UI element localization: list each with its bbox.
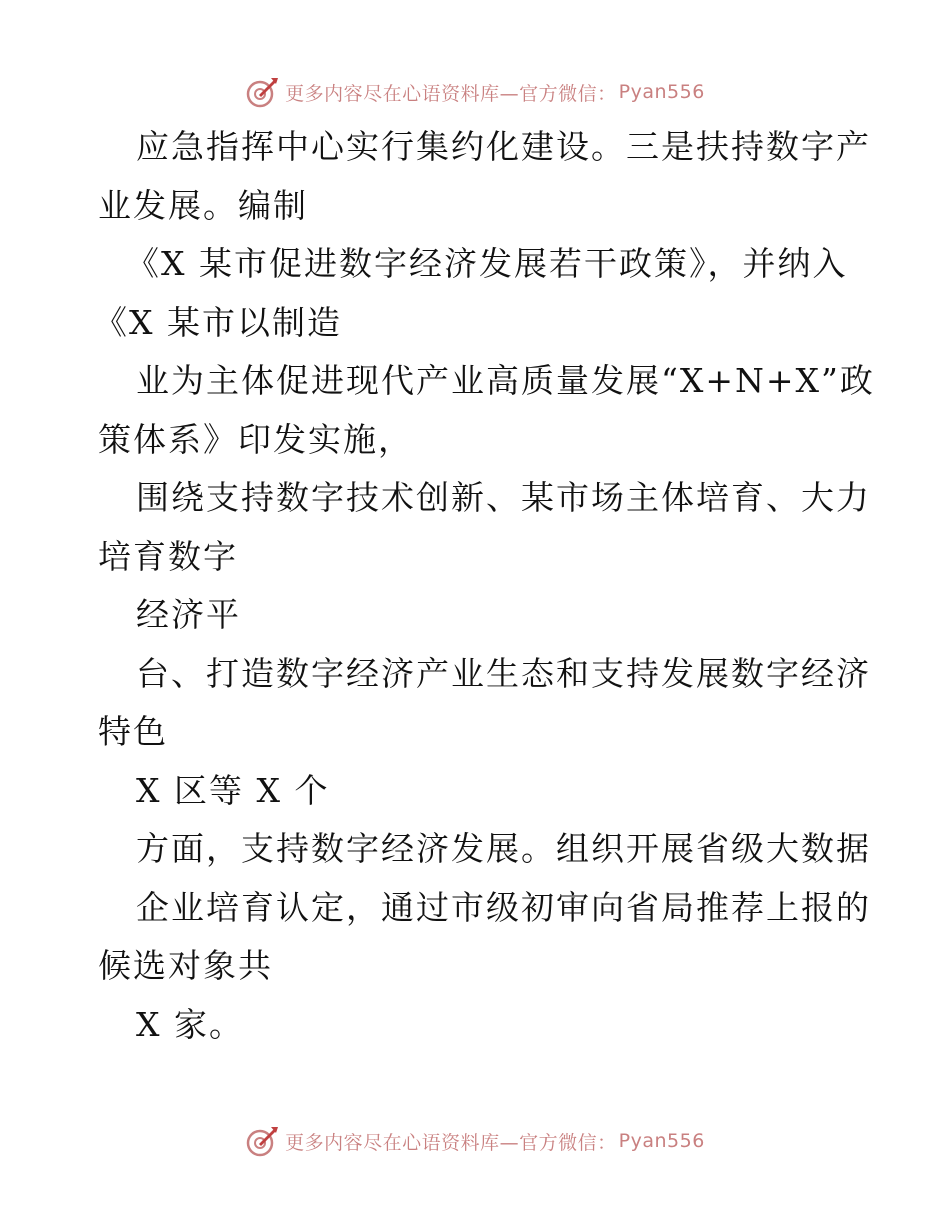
text-line: 经济平 [136,595,241,634]
watermark-wechat-id: Pyan556 [618,81,705,103]
text-line: 培育数字 [98,536,238,576]
text-line: 应急指挥中心实行集约化建设。三是扶持数字产 [136,127,871,166]
text-line: 围绕支持数字技术创新、某市场主体培育、大力 [136,478,871,517]
quill-logo-icon [245,75,279,109]
watermark-wechat-id: Pyan556 [618,1130,705,1152]
text-line: 方面，支持数字经济发展。组织开展省级大数据 [136,829,871,868]
footer-watermark [0,1121,950,1161]
watermark-text: 更多内容尽在心语资料库—官方微信： [285,82,617,105]
text-line: 策体系》印发实施， [98,419,413,459]
watermark-text: 更多内容尽在心语资料库—官方微信： [285,1131,617,1154]
text-line: 特色 [98,712,168,751]
text-line: 企业培育认定，通过市级初审向省局推荐上报的 [136,887,871,927]
text-line: 候选对象共 [98,946,273,985]
text-line: 台、打造数字经济产业生态和支持发展数字经济 [136,653,871,693]
text-line: X 家。 [136,1004,244,1044]
header-watermark [0,72,950,112]
quill-logo-icon [245,1124,279,1158]
text-line: 业为主体促进现代产业高质量发展“X+N+X”政 [136,361,875,400]
text-line: 《X 某市以制造 [94,302,342,342]
text-line: 《X 某市促进数字经济发展若干政策》，并纳入 [126,244,848,283]
document-body [94,118,875,1054]
text-line: 业发展。编制 [98,185,308,225]
text-line: X 区等 X 个 [136,770,330,810]
